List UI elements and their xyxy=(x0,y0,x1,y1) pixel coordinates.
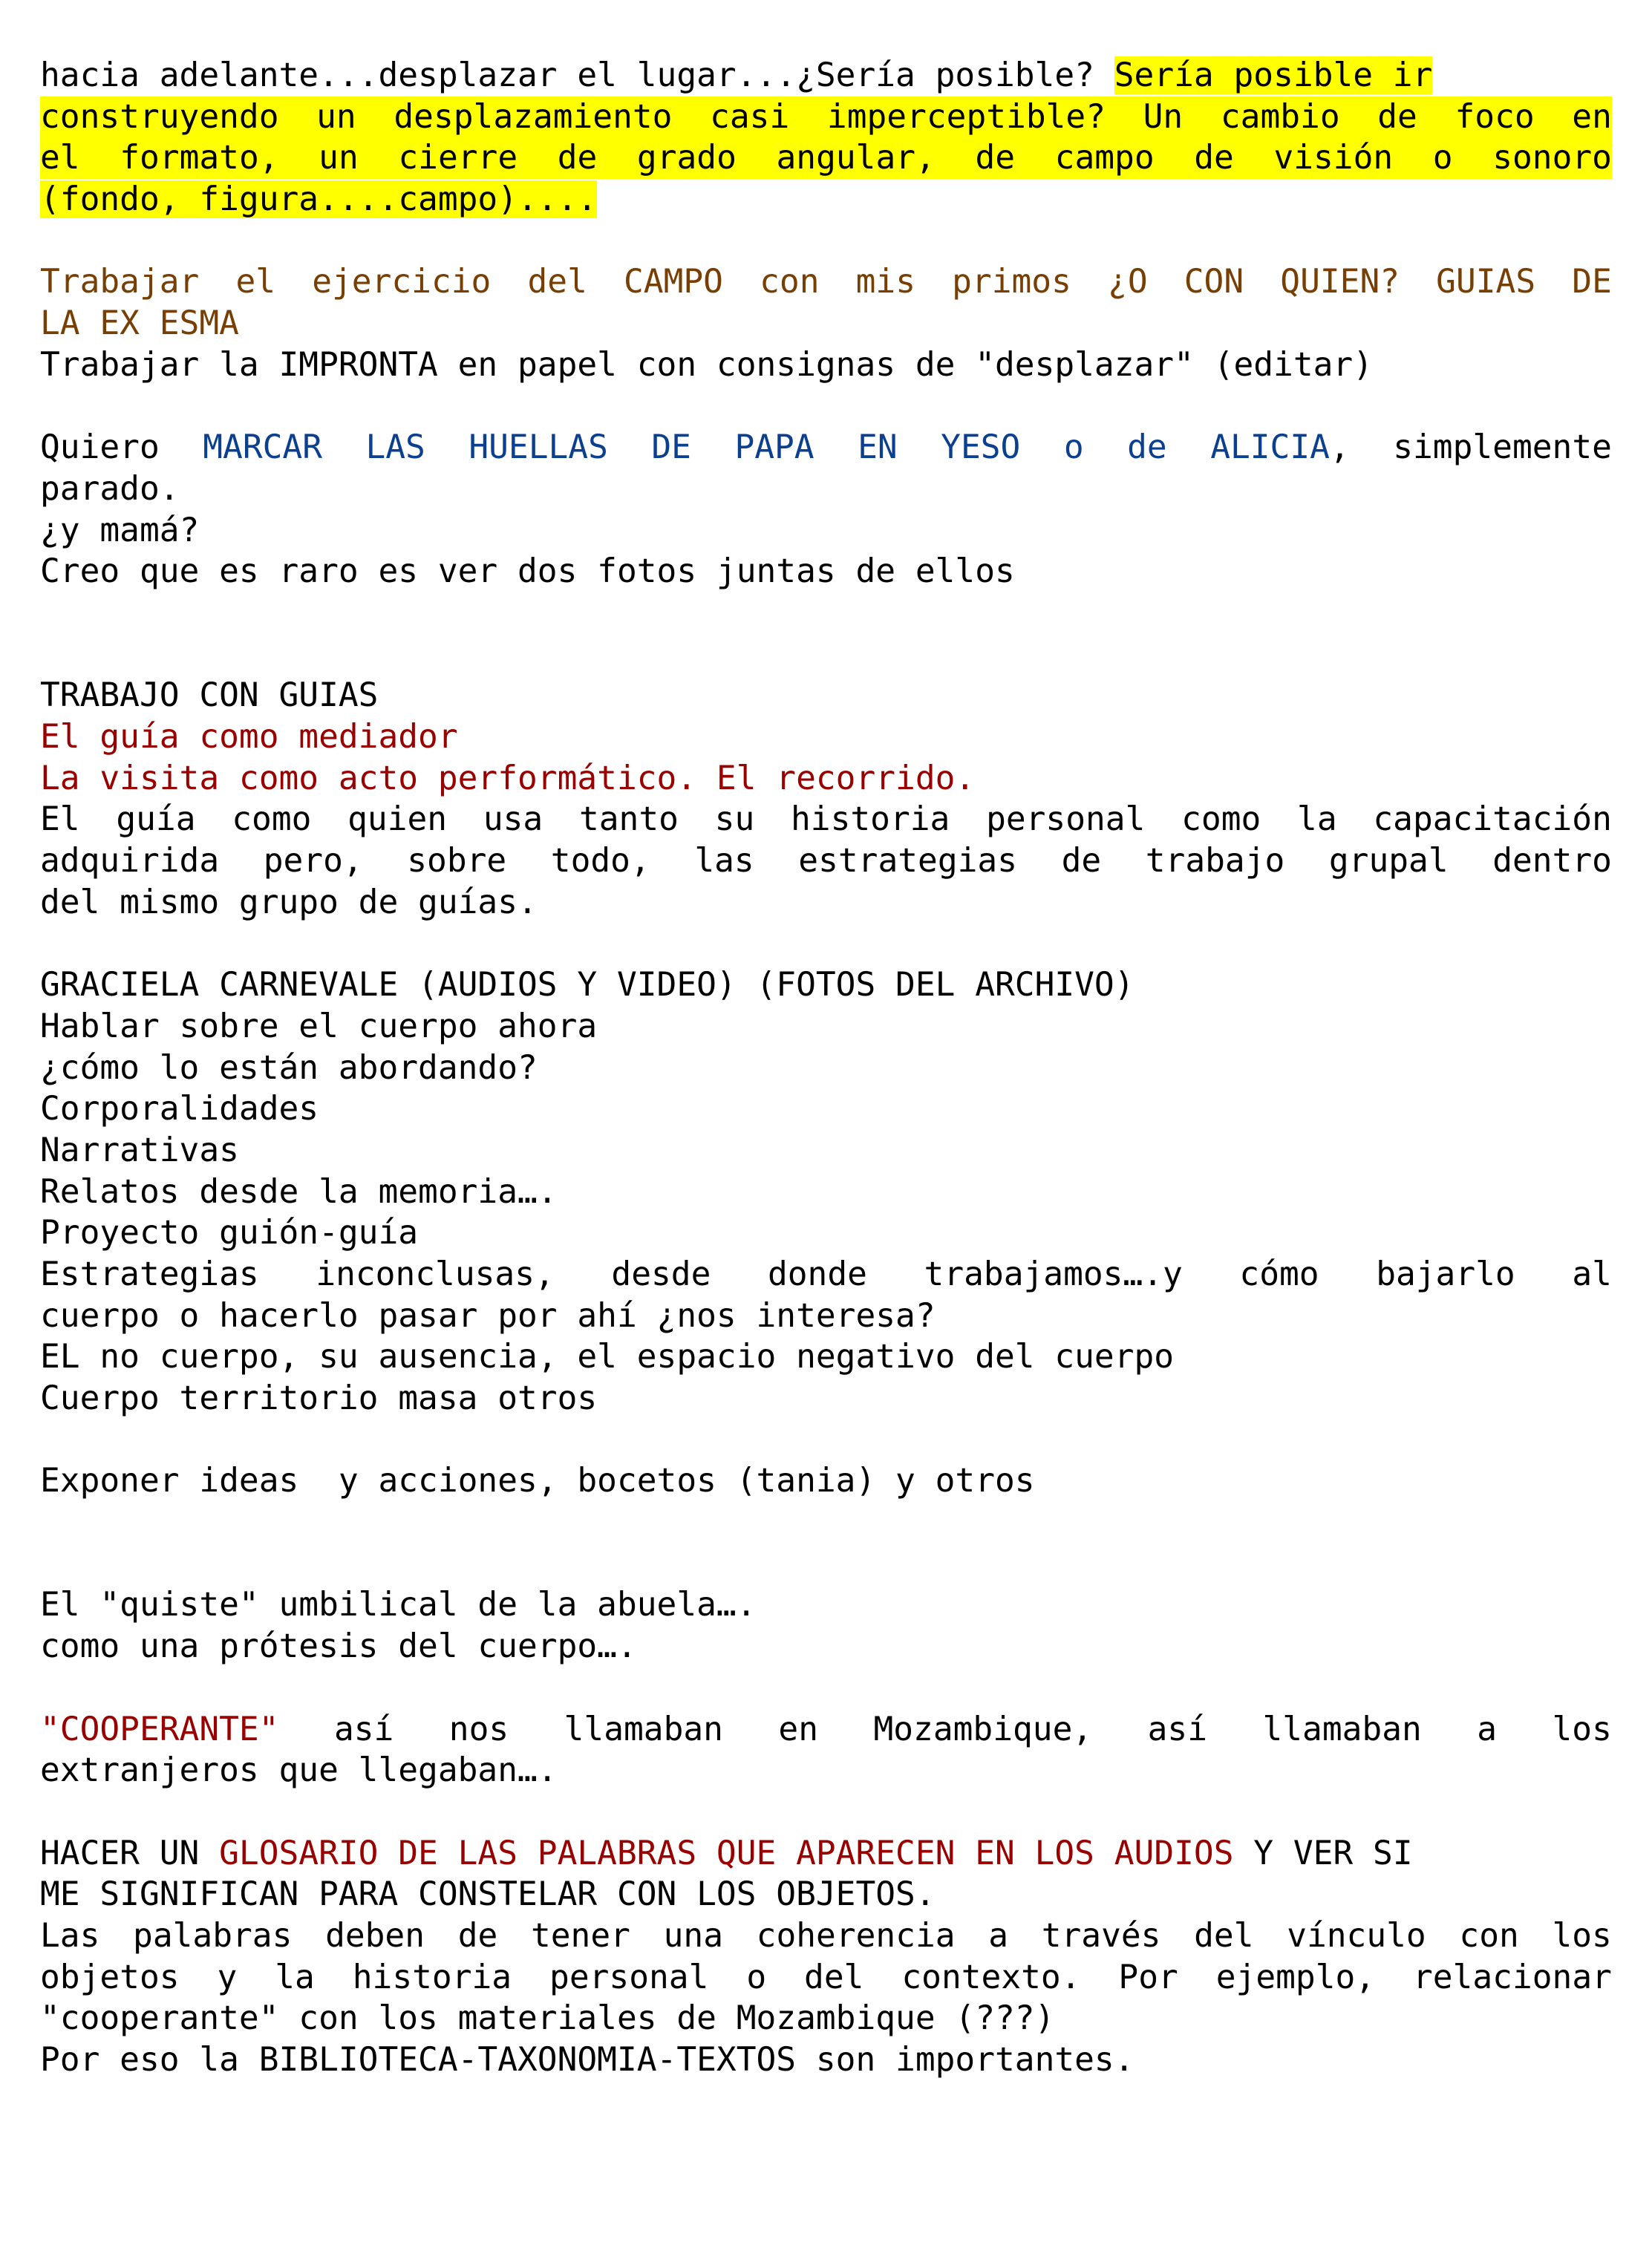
word: QUIEN? xyxy=(1280,263,1400,301)
block3-line3: ¿y mamá? xyxy=(40,511,200,549)
word: un xyxy=(316,97,356,136)
block4-para-line3: del mismo grupo de guías. xyxy=(40,883,538,921)
word: guía xyxy=(116,800,196,839)
block7-line1: El "quiste" umbilical de la abuela…. xyxy=(40,1586,757,1624)
word: través xyxy=(1041,1916,1161,1955)
word-group xyxy=(1210,427,1350,468)
word: relacionar xyxy=(1413,1958,1612,1996)
block1-line4-text: (fondo, figura....campo).... xyxy=(40,180,598,219)
word: Por xyxy=(1118,1958,1178,1996)
word-blue: PAPA xyxy=(734,428,814,467)
block1-line2 xyxy=(40,97,1612,138)
word: con xyxy=(760,263,820,301)
blank-line xyxy=(40,923,1612,964)
word: estrategias xyxy=(798,842,1018,881)
word: cierre xyxy=(398,139,518,177)
word: como xyxy=(232,800,312,839)
word: Quiero xyxy=(40,428,160,467)
block2-line1 xyxy=(40,261,1612,303)
word: todo, xyxy=(550,842,650,881)
word-blue: YESO xyxy=(941,428,1021,467)
word: y xyxy=(217,1958,238,1996)
word: tanto xyxy=(578,800,679,839)
word: de xyxy=(1194,139,1234,177)
word: ¿O xyxy=(1108,263,1148,301)
block1-line4 xyxy=(40,179,1612,220)
word: las xyxy=(694,842,754,881)
word: trabajamos….y xyxy=(924,1255,1183,1293)
word-blue: DE xyxy=(651,428,691,467)
comma: , xyxy=(1329,428,1350,467)
word: del xyxy=(527,263,587,301)
block1-line1-plain: hacia adelante...desplazar el lugar...¿Sería posible? xyxy=(40,56,1094,94)
word: deben xyxy=(325,1916,425,1955)
word-blue: LAS xyxy=(365,428,425,467)
blank-line xyxy=(40,592,1612,634)
block5-line6: Relatos desde la memoria…. xyxy=(40,1172,558,1211)
word: El xyxy=(40,800,80,839)
block5-line11: Cuerpo territorio masa otros xyxy=(40,1379,598,1417)
block1-line1-highlight: Sería posible ir xyxy=(1114,56,1433,94)
block9-post: Y VER SI xyxy=(1233,1834,1413,1872)
block9-line2: ME SIGNIFICAN PARA CONSTELAR CON LOS OBJETOS. xyxy=(40,1875,936,1914)
blank-line xyxy=(40,1419,1612,1461)
word: historia xyxy=(352,1958,512,1996)
word: una xyxy=(663,1916,723,1955)
word: campo xyxy=(1054,139,1155,177)
block9-pre: HACER UN xyxy=(40,1834,220,1872)
word: tener xyxy=(530,1916,630,1955)
block7-line2: como una prótesis del cuerpo…. xyxy=(40,1627,637,1666)
word: grupal xyxy=(1328,842,1449,881)
word: la xyxy=(275,1958,315,1996)
word: simplemente xyxy=(1393,428,1612,467)
blank-line xyxy=(40,1667,1612,1709)
word: CON xyxy=(1184,263,1244,301)
block4-red1: El guía como mediador xyxy=(40,718,458,756)
block8-line1 xyxy=(40,1709,1612,1751)
word: bajarlo xyxy=(1376,1255,1515,1293)
word: contexto. xyxy=(901,1958,1081,1996)
block4-red2: La visita como acto performático. El recorrido. xyxy=(40,759,976,797)
block8-line2: extranjeros que llegaban…. xyxy=(40,1751,558,1790)
word: Estrategias xyxy=(40,1255,259,1293)
word: casi xyxy=(710,97,790,136)
blank-line xyxy=(40,1543,1612,1585)
word-blue: EN xyxy=(858,428,898,467)
word: personal xyxy=(549,1958,709,1996)
word: a xyxy=(1477,1710,1498,1748)
block1-line1 xyxy=(40,55,1612,97)
word: personal xyxy=(986,800,1146,839)
word: GUIAS xyxy=(1436,263,1536,301)
word: o xyxy=(746,1958,767,1996)
block9-line1 xyxy=(40,1833,1612,1875)
word: donde xyxy=(767,1255,867,1293)
word: Un xyxy=(1143,97,1184,136)
word: del xyxy=(1194,1916,1254,1955)
word: al xyxy=(1572,1255,1612,1293)
block5-line9: cuerpo o hacerlo pasar por ahí ¿nos interesa? xyxy=(40,1296,936,1335)
word: un xyxy=(319,139,359,177)
word: de xyxy=(457,1916,498,1955)
word: la xyxy=(1297,800,1337,839)
word: Las xyxy=(40,1916,100,1955)
block5-line7: Proyecto guión-guía xyxy=(40,1214,419,1252)
document-page xyxy=(40,55,1612,2081)
word: sonoro xyxy=(1492,139,1612,177)
blank-line xyxy=(40,1791,1612,1833)
word: con xyxy=(1459,1916,1519,1955)
word: de xyxy=(557,139,598,177)
word: cambio xyxy=(1220,97,1340,136)
word-blue: MARCAR xyxy=(203,428,322,467)
word: el xyxy=(235,263,276,301)
block9-line6: Por eso la BIBLIOTECA-TAXONOMIA-TEXTOS son importantes. xyxy=(40,2041,1134,2079)
block6-line1: Exponer ideas y acciones, bocetos (tania) y otros xyxy=(40,1462,1035,1500)
word: a xyxy=(988,1916,1009,1955)
word: imperceptible? xyxy=(826,97,1106,136)
word: desplazamiento xyxy=(394,97,673,136)
word: el xyxy=(40,139,80,177)
word-blue: de xyxy=(1127,428,1167,467)
word: como xyxy=(1181,800,1261,839)
word-red: "COOPERANTE" xyxy=(40,1710,279,1748)
word: DE xyxy=(1572,263,1612,301)
blank-line xyxy=(40,386,1612,428)
word: ejemplo, xyxy=(1215,1958,1376,1996)
word-blue: o xyxy=(1063,428,1084,467)
word: así xyxy=(333,1710,394,1748)
word: foco xyxy=(1455,97,1535,136)
word: trabajo xyxy=(1145,842,1285,881)
word: construyendo xyxy=(40,97,279,136)
word: cómo xyxy=(1239,1255,1319,1293)
block1-line3 xyxy=(40,137,1612,179)
block2-line2: LA EX ESMA xyxy=(40,304,239,343)
word: llamaban xyxy=(564,1710,723,1748)
block4-para-line1 xyxy=(40,799,1612,840)
block9-line4 xyxy=(40,1957,1612,1999)
word: en xyxy=(778,1710,818,1748)
blank-line xyxy=(40,634,1612,676)
word-blue: HUELLAS xyxy=(468,428,608,467)
word: los xyxy=(1552,1710,1612,1748)
block5-line2: Hablar sobre el cuerpo ahora xyxy=(40,1007,598,1045)
word: de xyxy=(975,139,1016,177)
block5-line3: ¿cómo lo están abordando? xyxy=(40,1048,538,1087)
block2-line3: Trabajar la IMPRONTA en papel con consignas de "desplazar" (editar) xyxy=(40,345,1374,384)
word: primos xyxy=(952,263,1071,301)
word: angular, xyxy=(776,139,936,177)
word: mis xyxy=(855,263,915,301)
word: o xyxy=(1432,139,1453,177)
word: del xyxy=(804,1958,864,1996)
word: de xyxy=(1377,97,1417,136)
word: de xyxy=(1061,842,1102,881)
word: historia xyxy=(790,800,950,839)
word: CAMPO xyxy=(624,263,723,301)
block5-line1: GRACIELA CARNEVALE (AUDIOS Y VIDEO) (FOTOS DEL ARCHIVO) xyxy=(40,966,1134,1004)
word: sobre xyxy=(407,842,507,881)
block9-line3 xyxy=(40,1915,1612,1957)
block5-line10: EL no cuerpo, su ausencia, el espacio negativo del cuerpo xyxy=(40,1338,1175,1376)
word: desde xyxy=(611,1255,711,1293)
word: adquirida xyxy=(40,842,220,881)
word: objetos xyxy=(40,1958,180,1996)
blank-line xyxy=(40,220,1612,262)
word: dentro xyxy=(1492,842,1612,881)
blank-line xyxy=(40,1502,1612,1543)
word: Mozambique, xyxy=(873,1710,1093,1748)
block3-line2: parado. xyxy=(40,469,180,508)
word: visión xyxy=(1273,139,1394,177)
word-blue: ALICIA xyxy=(1210,428,1330,467)
block5-line8 xyxy=(40,1254,1612,1296)
block4-para-line2 xyxy=(40,840,1612,882)
block3-line1 xyxy=(40,427,1612,468)
word: usa xyxy=(483,800,543,839)
word: palabras xyxy=(133,1916,293,1955)
word: vínculo xyxy=(1287,1916,1426,1955)
word: en xyxy=(1572,97,1612,136)
word: coherencia xyxy=(756,1916,956,1955)
word: nos xyxy=(448,1710,509,1748)
block5-line4: Corporalidades xyxy=(40,1090,319,1128)
word: formato, xyxy=(120,139,279,177)
word: llamaban xyxy=(1262,1710,1422,1748)
word: inconclusas, xyxy=(316,1255,555,1293)
word: Trabajar xyxy=(40,263,200,301)
word: pero, xyxy=(263,842,363,881)
block3-line4: Creo que es raro es ver dos fotos juntas de ellos xyxy=(40,552,1015,591)
word: los xyxy=(1552,1916,1612,1955)
word: quien xyxy=(347,800,448,839)
block9-line5: "cooperante" con los materiales de Mozambique (???) xyxy=(40,1999,1055,2038)
block5-line5: Narrativas xyxy=(40,1131,239,1169)
block9-red: GLOSARIO DE LAS PALABRAS QUE APARECEN EN LOS AUDIOS xyxy=(219,1834,1234,1872)
word: capacitación xyxy=(1373,800,1612,839)
word: su xyxy=(714,800,755,839)
word: grado xyxy=(636,139,737,177)
word: así xyxy=(1147,1710,1207,1748)
section-title-trabajo: TRABAJO CON GUIAS xyxy=(40,676,379,715)
word: ejercicio xyxy=(312,263,492,301)
